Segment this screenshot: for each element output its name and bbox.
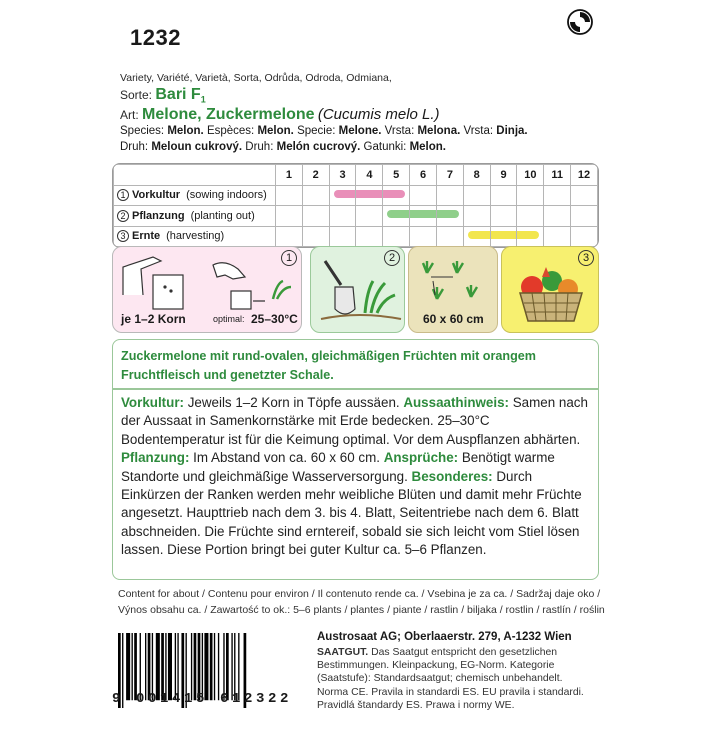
month-cell (544, 206, 571, 227)
month-cell: 10 (517, 165, 544, 186)
month-cell (302, 185, 329, 206)
seeds-per-pot-caption: je 1–2 Korn (121, 312, 186, 326)
calendar-period-bar (387, 210, 409, 218)
month-cell (356, 226, 383, 247)
species-translations (120, 125, 528, 137)
month-cell (356, 206, 383, 227)
month-cell (544, 226, 571, 247)
variety-subscript: 1 (200, 94, 206, 105)
translation-label: Species: (120, 125, 165, 137)
month-cell (383, 226, 410, 247)
month-cell (436, 185, 463, 206)
product-intro: Zuckermelone mit rund-ovalen, gleichmäßigen Früchten mit orangem Fruchtfleisch und genetzter Schale. (121, 349, 536, 382)
step-circle: 3 (117, 230, 129, 242)
month-cell: 8 (463, 165, 490, 186)
calendar-activity: Pflanzung (132, 209, 185, 222)
step-circle: 2 (117, 210, 129, 222)
calendar-period-bar (410, 210, 436, 218)
ansprueche-heading: Ansprüche: (383, 450, 459, 466)
month-cell: 1 (276, 165, 303, 186)
cultivation-instructions (121, 394, 592, 560)
calendar-period-bar (468, 231, 490, 239)
month-cell (302, 226, 329, 247)
step-number-badge: 3 (578, 250, 594, 266)
step-number-badge: 1 (281, 250, 297, 266)
translation-label: Druh: (120, 141, 149, 153)
green-dot-recycle-icon (566, 8, 594, 36)
species-translations-2 (120, 141, 446, 153)
month-cell: 2 (302, 165, 329, 186)
harvest-illustration (501, 246, 599, 333)
vorkultur-heading: Vorkultur: (121, 395, 184, 410)
month-cell: 9 (490, 165, 517, 186)
calendar-activity-note: (sowing indoors) (186, 189, 267, 202)
month-cell: 6 (410, 165, 437, 186)
month-cell (544, 185, 571, 206)
month-cell (571, 206, 598, 227)
sowing-calendar (112, 163, 599, 248)
variety-languages: Variety, Variété, Varietà, Sorta, Odrůda, Odroda, Odmiana, (120, 72, 392, 84)
latin-name: (Cucumis melo L.) (317, 106, 440, 123)
calendar-period-bar (334, 190, 356, 198)
month-cell (490, 185, 517, 206)
variety-name: Bari F (155, 86, 201, 103)
species-name: Melone, Zuckermelone (142, 106, 315, 123)
besonderes-text: Durch Einkürzen der Ranken werden mehr weibliche Blüten und damit mehr Früchte angesetzt. Haupttrieb nach dem 3. bis 4. Blatt, Seitentriebe nach dem 6. Blatt abschneiden. Die Früchte sind erntereif, sobald sie sich leicht vom Stiel lösen lassen. Diese Portion bringt bei guter Kultur ca. 5–6 Pflanzen. (121, 468, 582, 558)
aussaat-heading: Aussaathinweis: (403, 395, 509, 410)
translation-label: Espèces: (206, 125, 255, 137)
art-label: Art: (120, 108, 139, 122)
calendar-row (114, 206, 598, 227)
saatgut-label: SAATGUT. (317, 647, 369, 658)
step-circle: 1 (117, 189, 129, 201)
translation-value: Melon. (409, 141, 446, 153)
month-cell (356, 185, 383, 206)
barcode-digits: 9 001415 612322 (112, 691, 293, 707)
calendar-row (114, 185, 598, 206)
saatgut-text: Das Saatgut entspricht den gesetzlichen Bestimmungen. Kleinpackung, EG-Norm. Kategorie (Saatstufe): Standardsaatgut; chemisch unbehandelt. Norma CE. Pravila in standardi ES. EU pravila i standardi. Pravidlá štandardy ES. Prawa i normy WE. (317, 647, 584, 711)
pflanzung-heading: Pflanzung: (121, 450, 190, 466)
month-cell (517, 206, 544, 227)
calendar-row-label (114, 226, 276, 247)
calendar-period-bar (491, 231, 517, 239)
month-cell (571, 226, 598, 247)
vorkultur-text: Jeweils 1–2 Korn in Töpfe aussäen. (183, 395, 404, 410)
besonderes-heading: Besonderes: (411, 468, 493, 484)
sowing-illustration (112, 246, 302, 333)
calendar-corner (114, 165, 276, 186)
month-cell (276, 206, 303, 227)
aussaat-text: Samen nach der Aussaat in Samenkornstärke mit Erde bedecken. 25–30°C Bodentemperatur ist für die Keimung optimal. Vor dem Auspflanzen abhärten. (121, 395, 588, 447)
month-cell: 7 (436, 165, 463, 186)
translation-value: Melone. (338, 125, 382, 137)
translation-value: Melon. (167, 125, 204, 137)
planting-illustration (310, 246, 405, 333)
month-cell (463, 226, 490, 247)
spacing-caption: 60 x 60 cm (423, 312, 484, 326)
content-line: Výnos obsahu ca. / Zawartość to ok.: 5–6 plants / plantes / piante / rastlin / biljaka / rostlin / rastlín / roślin (118, 603, 605, 616)
calendar-period-bar (383, 190, 405, 198)
month-cell (517, 185, 544, 206)
translation-label: Specie: (297, 125, 336, 137)
month-cell (517, 226, 544, 247)
optimal-label: optimal: (213, 314, 245, 324)
seed-legal-notice (317, 646, 587, 712)
month-cell (329, 206, 356, 227)
month-cell (436, 206, 463, 227)
month-cell: 11 (544, 165, 571, 186)
translation-value: Melon. (257, 125, 294, 137)
species-row (120, 106, 440, 124)
calendar-activity-note: (harvesting) (166, 230, 225, 243)
calendar-activity: Ernte (132, 230, 161, 243)
temperature-caption: 25–30°C (251, 312, 298, 326)
pflanzung-text: Im Abstand von ca. 60 x 60 cm. (189, 450, 384, 466)
month-cell (410, 206, 437, 227)
calendar-activity-note: (planting out) (190, 209, 255, 222)
translation-value: Dinja. (496, 125, 528, 137)
calendar-month-header (114, 165, 598, 186)
month-cell (276, 185, 303, 206)
month-cell (571, 185, 598, 206)
calendar-row (114, 226, 598, 247)
month-cell (463, 185, 490, 206)
divider (113, 388, 598, 390)
month-cell (329, 226, 356, 247)
calendar-activity: Vorkultur (132, 189, 181, 202)
spacing-illustration (408, 246, 498, 333)
translation-label: Vrsta: (384, 125, 415, 137)
month-cell: 5 (383, 165, 410, 186)
translation-label: Vrsta: (463, 125, 494, 137)
month-cell: 12 (571, 165, 598, 186)
month-cell (383, 185, 410, 206)
month-cell (410, 185, 437, 206)
translation-value: Melón cucrový. (276, 141, 361, 153)
translation-value: Meloun cukrový. (151, 141, 243, 153)
calendar-period-bar (517, 231, 539, 239)
month-cell (276, 226, 303, 247)
ansprueche-text: Benötigt warme Standorte und gleichmäßige Wasserversorgung. (121, 450, 555, 484)
month-cell (383, 206, 410, 227)
content-amount (118, 587, 605, 618)
sorte-label: Sorte: (120, 88, 153, 102)
month-cell (490, 206, 517, 227)
step-number-badge: 2 (384, 250, 400, 266)
month-cell (302, 206, 329, 227)
description-box (112, 339, 599, 580)
variety-row (120, 86, 206, 104)
month-cell (329, 185, 356, 206)
month-cell: 3 (329, 165, 356, 186)
translation-label: Druh: (245, 141, 274, 153)
calendar-period-bar (356, 190, 382, 198)
calendar-row-label (114, 206, 276, 227)
translation-label: Gatunki: (363, 141, 407, 153)
month-cell (463, 206, 490, 227)
translation-value: Melona. (417, 125, 461, 137)
article-code: 1232 (130, 25, 181, 50)
month-cell (436, 226, 463, 247)
calendar-period-bar (437, 210, 459, 218)
month-cell (410, 226, 437, 247)
company-address: Austrosaat AG; Oberlaaerstr. 279, A-1232 Wien (317, 631, 572, 643)
content-line: Content for about / Contenu pour environ / Il contenuto rende ca. / Vsebina je za ca. / Sadržaj daje oko / (118, 588, 601, 600)
month-cell: 4 (356, 165, 383, 186)
calendar-row-label (114, 185, 276, 206)
month-cell (490, 226, 517, 247)
